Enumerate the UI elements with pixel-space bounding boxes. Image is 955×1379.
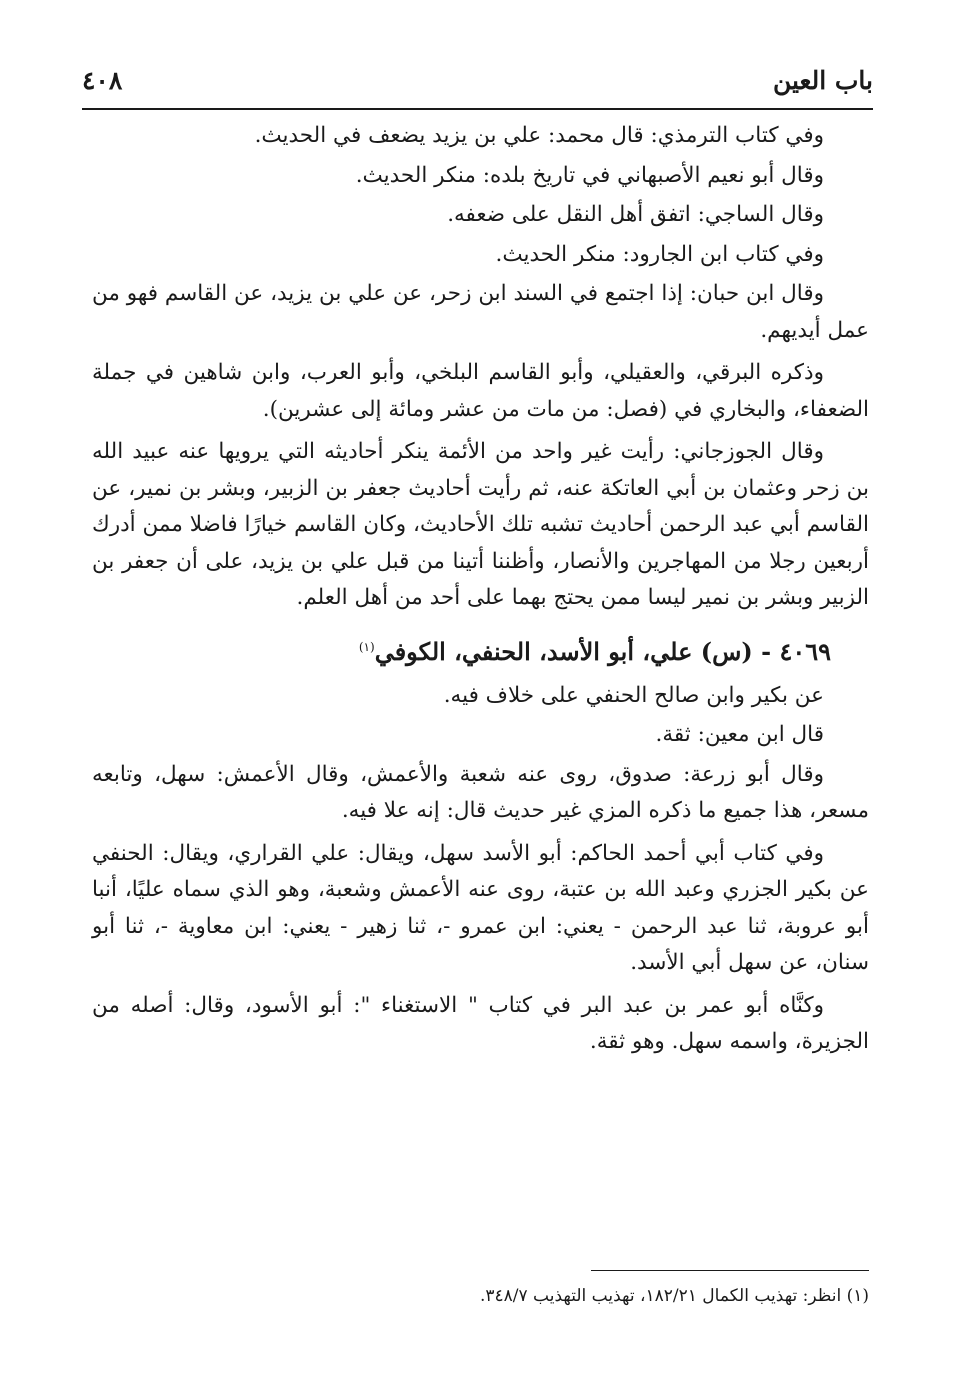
entry-title: ٤٠٦٩ - (س) علي، أبو الأسد، الحنفي، الكوفي (374, 636, 831, 666)
paragraph: قال ابن معين: ثقة. (655, 722, 824, 747)
paragraph: وكنَّاه أبو عمر بن عبد البر في كتاب " الاستغناء ": أبو الأسود، وقال: أصله من الجزيرة، واسمه سهل. وهو ثقة. (92, 992, 869, 1054)
chapter-title: باب العين (772, 66, 873, 95)
page-header (82, 64, 873, 108)
paragraph: وفي كتاب الترمذي: قال محمد: علي بن يزيد يضعف في الحديث. (254, 123, 824, 148)
footnote: (١) انظر: تهذيب الكمال ١٨٢/٢١، تهذيب التهذيب ٣٤٨/٧. (479, 1286, 869, 1306)
footnote-reference: (١) (358, 639, 375, 654)
paragraph: وفي كتاب ابن الجارود: منكر الحديث. (495, 241, 824, 267)
footnote-separator (591, 1270, 869, 1271)
paragraph: وقال ابن حبان: إذا اجتمع في السند ابن زحر، عن علي بن يزيد، عن القاسم فهو من عمل أيديهم. (92, 281, 869, 343)
paragraph: وقال الساجي: اتفق أهل النقل على ضعفه. (447, 202, 824, 227)
entry-heading (92, 627, 869, 672)
page-number: ٤٠٨ (82, 66, 123, 95)
paragraph: وقال أبو زرعة: صدوق، روى عنه شعبة والأعمش، وقال الأعمش: سهل، وتابعه مسعر، هذا جميع ما ذكره المزي غير حديث قال: إنه علا فيه. (92, 761, 869, 823)
paragraph: وفي كتاب أبي أحمد الحاكم: أبو الأسد سهل، ويقال: علي القراري، ويقال: الحنفي عن بكير الجزري وعبد الله بن عتبة، روى عنه الأعمش وشعبة، وهو الذي سماه عليًا، أنبا أبو عروبة، ثنا عبد الرحمن - يعني: ابن عمرو -، ثنا زهير - يعني: ابن معاوية -، ثنا أبو سنان، عن سهل أبي الأسد. (92, 840, 869, 975)
paragraph: وقال الجوزجاني: رأيت غير واحد من الأئمة ينكر أحاديثه التي يرويها عنه عبيد الله بن زحر وعثمان بن أبي العاتكة عنه، ثم رأيت أحاديث جعفر بن الزبير، وبشر بن نمير، عن القاسم أبي عبد الرحمن أحاديث تشبه تلك الأحاديث، وكان القاسم خيارًا فاضلا ممن أدرك أربعين رجلا من المهاجرين والأنصار، وأظننا أتينا من قبل علي بن يزيد، على أن جعفر بن الزبير وبشر بن نمير ليسا ممن يحتج بهما على أحد من أهل العلم. (92, 439, 869, 610)
paragraph: وقال أبو نعيم الأصبهاني في تاريخ بلده: منكر الحديث. (355, 162, 824, 188)
paragraph: وذكره البرقي، والعقيلي، وأبو القاسم البلخي، وأبو العرب، وابن شاهين في جملة الضعفاء، والبخاري في (فصل: من مات من عشر ومائة إلى عشرين). (92, 360, 869, 422)
paragraph: عن بكير وابن صالح الحنفي على خلاف فيه. (443, 682, 824, 708)
header-rule (82, 108, 873, 110)
main-text (92, 118, 869, 1067)
